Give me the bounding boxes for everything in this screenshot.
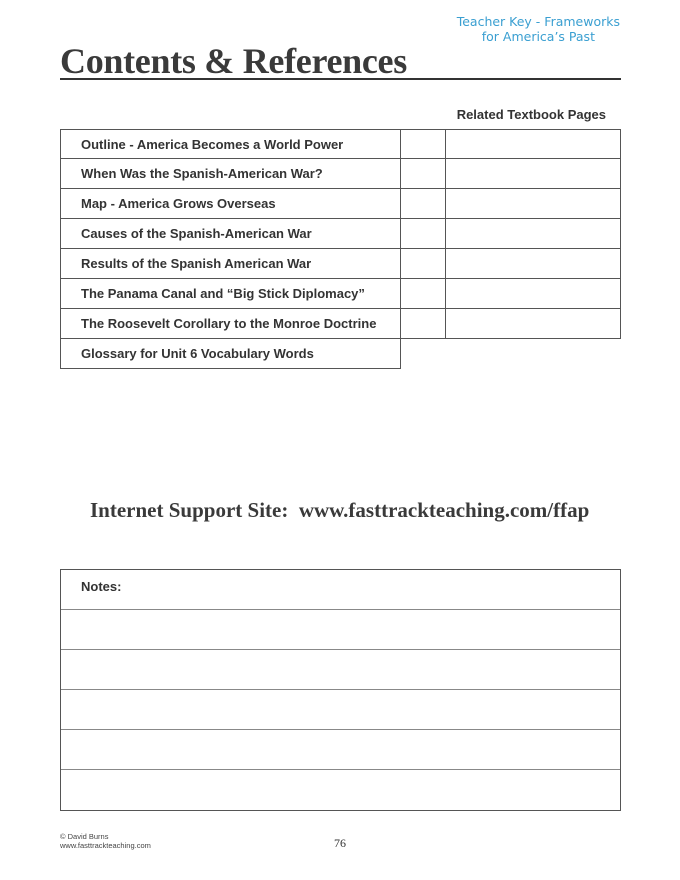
textbook-page-cell: [445, 278, 621, 309]
contents-row: [60, 129, 621, 159]
contents-item-title: Results of the Spanish American War: [60, 248, 401, 279]
contents-row: [60, 339, 621, 369]
teacher-key-label: [457, 14, 620, 44]
textbook-page-cell: [400, 248, 446, 279]
textbook-page-cell: [445, 129, 621, 159]
footer-website: www.fasttrackteaching.com: [60, 841, 151, 850]
page-number: 76: [334, 836, 346, 850]
textbook-page-cell: [400, 188, 446, 219]
contents-table: [60, 129, 621, 369]
notes-line: [61, 770, 620, 810]
notes-line: [61, 610, 620, 650]
contents-row: [60, 249, 621, 279]
textbook-page-cell: [400, 218, 446, 249]
contents-row: [60, 189, 621, 219]
contents-item-title: The Roosevelt Corollary to the Monroe Doctrine: [60, 308, 401, 339]
contents-item-title: Causes of the Spanish-American War: [60, 218, 401, 249]
contents-item-title: When Was the Spanish-American War?: [60, 158, 401, 189]
page-title: Contents & References: [60, 41, 407, 81]
contents-row: [60, 309, 621, 339]
textbook-page-cell: [445, 218, 621, 249]
textbook-page-cell: [400, 308, 446, 339]
contents-row: [60, 279, 621, 309]
textbook-page-cell: [445, 188, 621, 219]
notes-line: [61, 730, 620, 770]
contents-row: [60, 219, 621, 249]
contents-item-title: The Panama Canal and “Big Stick Diplomacy”: [60, 278, 401, 309]
contents-item-title: Outline - America Becomes a World Power: [60, 129, 401, 159]
textbook-page-cell: [445, 308, 621, 339]
textbook-page-cell: [400, 158, 446, 189]
teacher-key-line-2: for America’s Past: [481, 29, 595, 44]
footer-copyright: © David Burns: [60, 832, 109, 841]
internet-support-site: Internet Support Site: www.fasttrackteaching.com/ffap: [90, 498, 590, 522]
textbook-page-cell: [445, 158, 621, 189]
notes-line: [61, 690, 620, 730]
contents-row: [60, 159, 621, 189]
notes-line: [61, 650, 620, 690]
contents-item-title: Map - America Grows Overseas: [60, 188, 401, 219]
related-textbook-pages-label: Related Textbook Pages: [456, 107, 606, 122]
teacher-key-line-1: Teacher Key - Frameworks: [456, 14, 620, 29]
textbook-page-cell: [445, 248, 621, 279]
textbook-page-cell: [400, 278, 446, 309]
textbook-page-cell: [400, 129, 446, 159]
notes-box: [60, 569, 621, 811]
title-divider: [60, 78, 621, 80]
notes-label: Notes:: [61, 570, 620, 610]
contents-item-title: Glossary for Unit 6 Vocabulary Words: [60, 338, 401, 369]
